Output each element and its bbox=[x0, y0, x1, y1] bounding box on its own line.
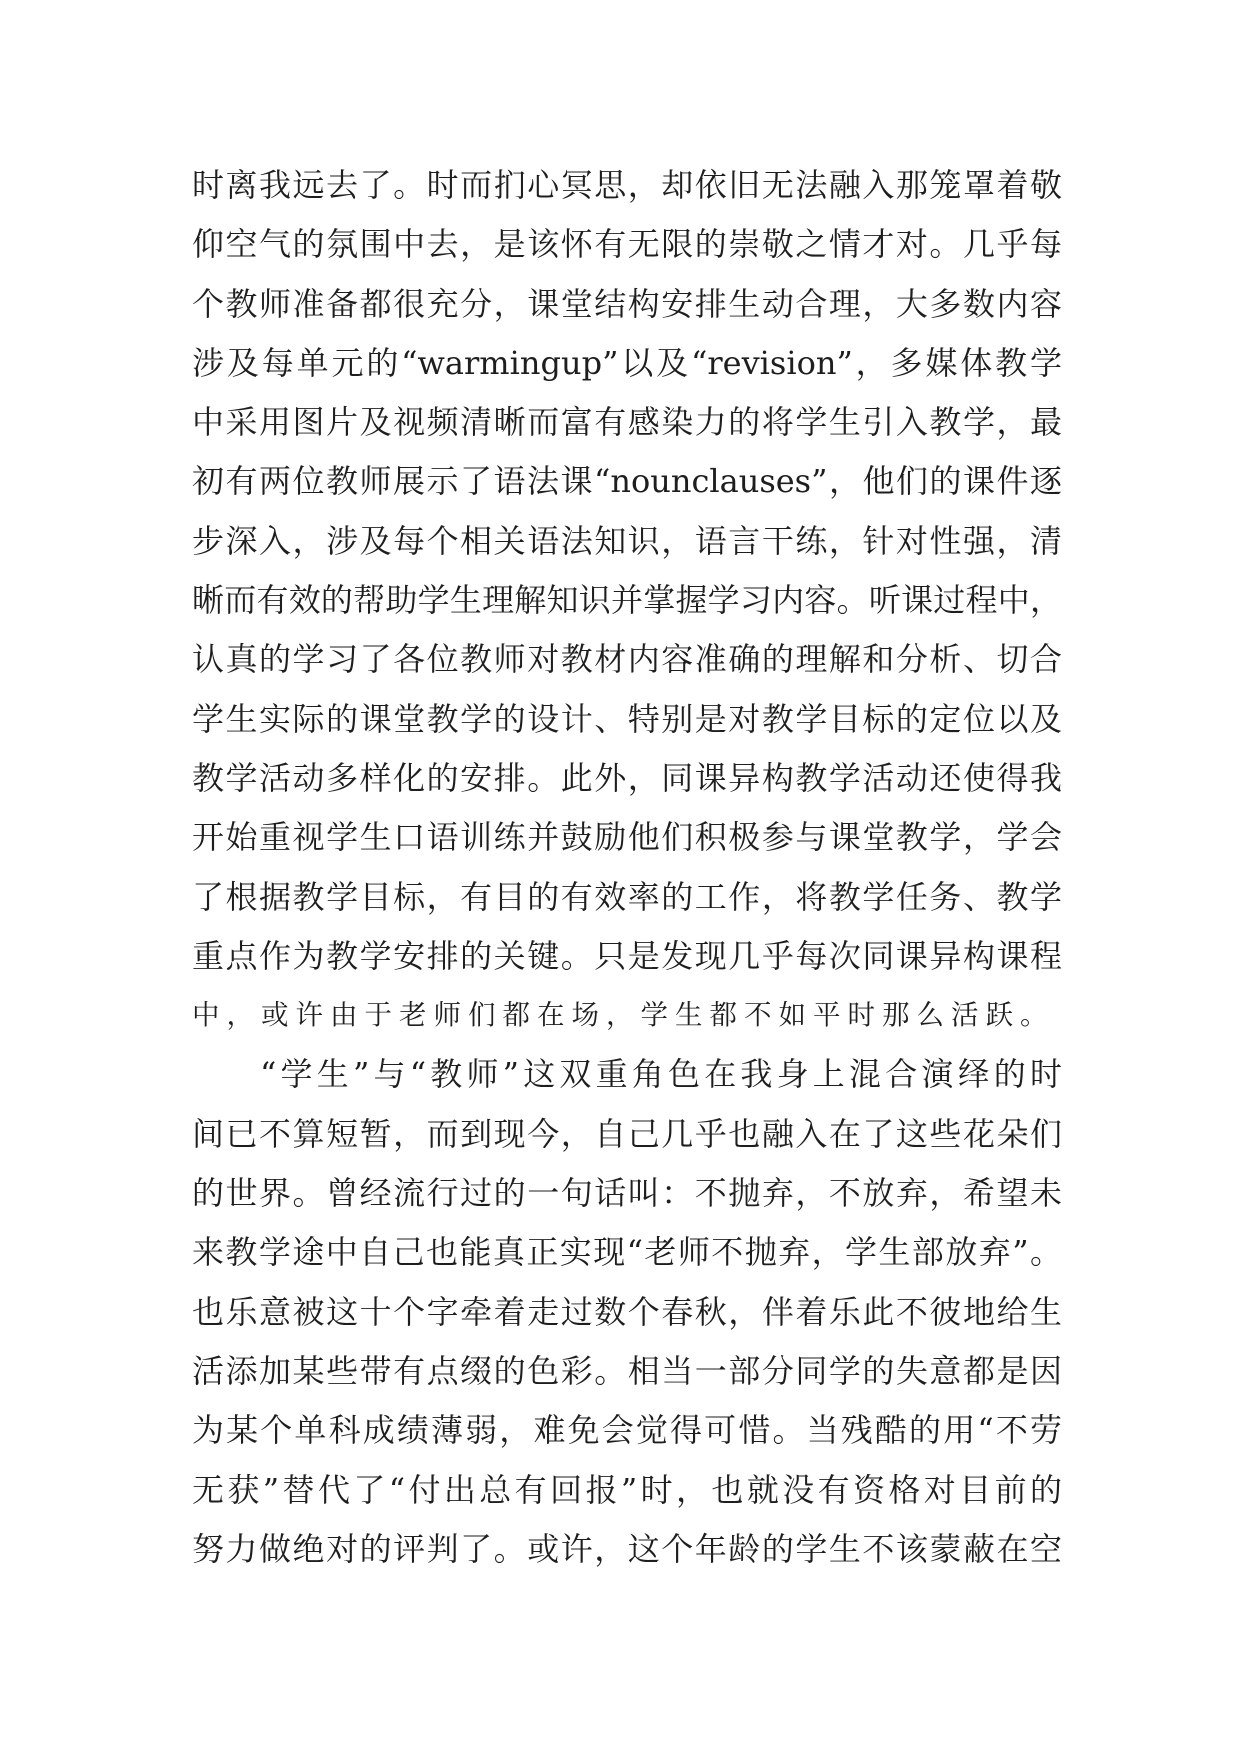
text-line: 仰空气的氛围中去，是该怀有无限的崇敬之情才对。几乎每 bbox=[192, 225, 1062, 264]
text-line: 重点作为教学安排的关键。只是发现几乎每次同课异构课程 bbox=[192, 936, 1062, 975]
body-text bbox=[192, 156, 1062, 1579]
text-line: 也乐意被这十个字牵着走过数个春秋，伴着乐此不彼地给生 bbox=[192, 1292, 1062, 1331]
text-line: 初有两位教师展示了语法课“nounclauses”，他们的课件逐 bbox=[192, 462, 1062, 501]
paragraph-start-line: “学生”与“教师”这双重角色在我身上混合演绎的时 bbox=[260, 1055, 1062, 1094]
text-line: 时离我远去了。时而扪心冥思，却依旧无法融入那笼罩着敬 bbox=[192, 166, 1062, 204]
text-line: 了根据教学目标，有目的有效率的工作，将教学任务、教学 bbox=[192, 877, 1062, 916]
text-line: 个教师准备都很充分，课堂结构安排生动合理，大多数内容 bbox=[192, 284, 1062, 323]
text-line: 开始重视学生口语训练并鼓励他们积极参与课堂教学，学会 bbox=[192, 818, 1062, 857]
text-line: 间已不算短暂，而到现今，自己几乎也融入在了这些花朵们 bbox=[192, 1114, 1062, 1153]
text-line: 来教学途中自己也能真正实现“老师不抛弃，学生部放弃”。 bbox=[192, 1233, 1062, 1272]
paragraph-end-line: 中，或许由于老师们都在场，学生都不如平时那么活跃。 bbox=[192, 999, 1055, 1032]
text-line: 为某个单科成绩薄弱，难免会觉得可惜。当残酷的用“不劳 bbox=[192, 1411, 1062, 1450]
text-line: 学生实际的课堂教学的设计、特别是对教学目标的定位以及 bbox=[192, 699, 1062, 738]
text-line: 晰而有效的帮助学生理解知识并掌握学习内容。听课过程中， bbox=[192, 581, 1062, 620]
text-line: 认真的学习了各位教师对教材内容准确的理解和分析、切合 bbox=[192, 640, 1062, 679]
text-line: 中采用图片及视频清晰而富有感染力的将学生引入教学，最 bbox=[192, 403, 1062, 442]
text-line: 涉及每单元的“warmingup”以及“revision”，多媒体教学 bbox=[192, 343, 1062, 382]
text-line: 教学活动多样化的安排。此外，同课异构教学活动还使得我 bbox=[192, 758, 1062, 797]
text-line: 的世界。曾经流行过的一句话叫：不抛弃，不放弃，希望未 bbox=[192, 1174, 1062, 1213]
text-line: 活添加某些带有点缀的色彩。相当一部分同学的失意都是因 bbox=[192, 1351, 1062, 1390]
text-line: 努力做绝对的评判了。或许，这个年龄的学生不该蒙蔽在空 bbox=[192, 1529, 1062, 1568]
text-line: 无获”替代了“付出总有回报”时，也就没有资格对目前的 bbox=[192, 1470, 1062, 1509]
text-line: 步深入，涉及每个相关语法知识，语言干练，针对性强，清 bbox=[192, 521, 1062, 560]
